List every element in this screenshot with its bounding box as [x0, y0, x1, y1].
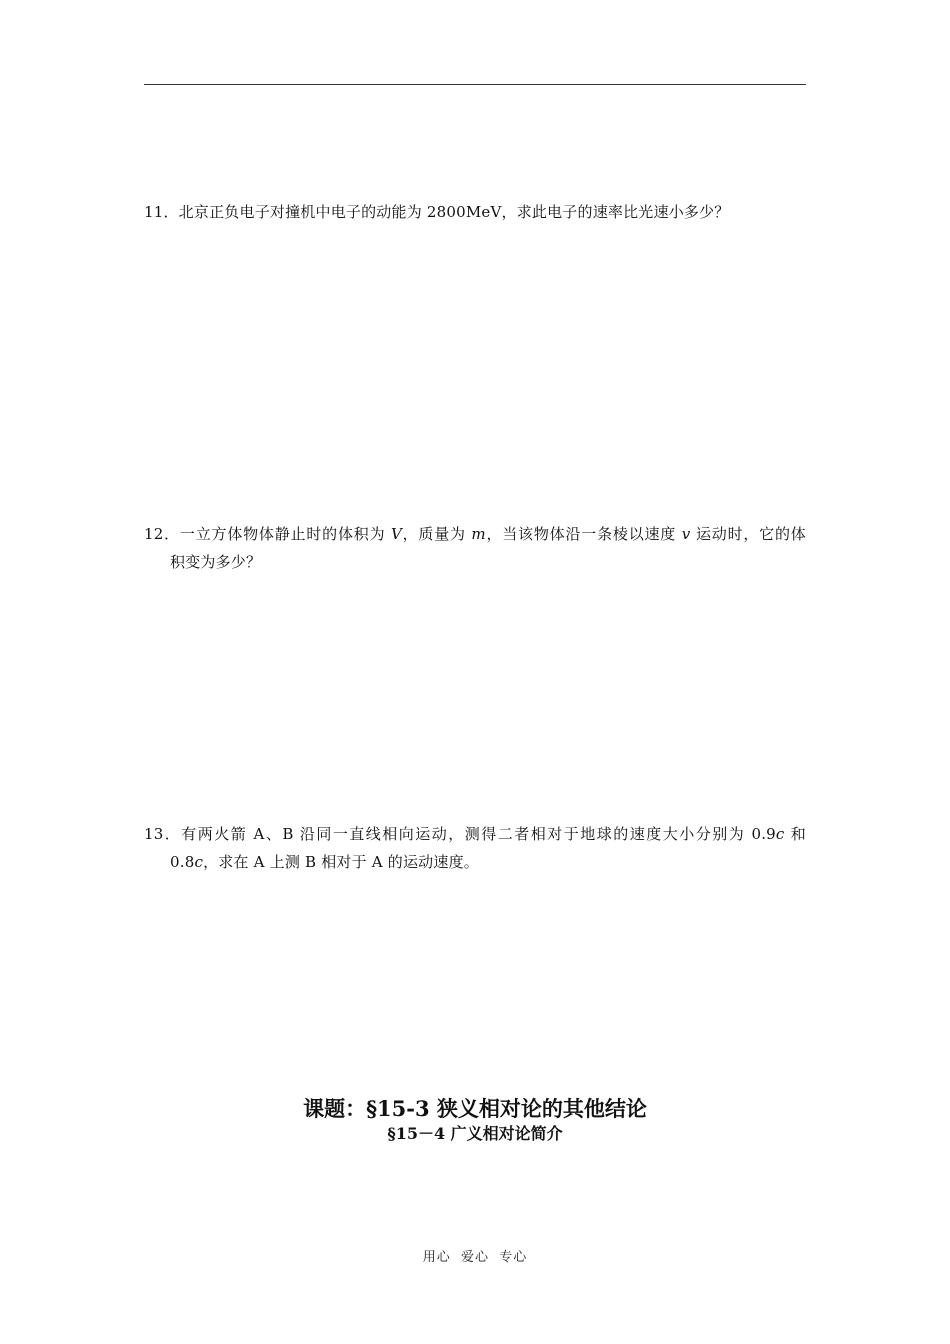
- question-13-text-c: 0.8: [170, 853, 195, 871]
- question-12-line-2: 积变为多少？: [170, 553, 262, 571]
- question-11-text: 11．北京正负电子对撞机中电子的动能为 2800MeV，求此电子的速率比光速小多少？: [144, 203, 730, 221]
- question-12-text-d: 运动时，它的体: [690, 525, 806, 543]
- lesson-subtitle: §15－4 广义相对论简介: [387, 1124, 563, 1143]
- page-footer: 用心 爱心 专心: [422, 1250, 528, 1265]
- question-12: [144, 520, 806, 576]
- variable-mass: m: [471, 525, 486, 543]
- question-13-line-2: [144, 848, 806, 876]
- question-13: [144, 820, 806, 876]
- variable-velocity: v: [681, 525, 691, 543]
- question-12-line-1: [144, 520, 806, 548]
- question-12-text-a: 12．一立方体物体静止时的体积为: [144, 525, 391, 543]
- variable-volume: V: [390, 525, 402, 543]
- question-12-text-c: ，当该物体沿一条棱以速度: [485, 525, 682, 543]
- question-13-text-a: 13．有两火箭 A、B 沿同一直线相向运动，测得二者相对于地球的速度大小分别为 0.9: [144, 825, 776, 843]
- header-rule: [144, 84, 806, 85]
- question-13-text-d: ，求在 A 上测 B 相对于 A 的运动速度。: [203, 853, 479, 871]
- question-13-line-1: [144, 820, 806, 848]
- variable-c: c: [194, 853, 204, 871]
- lesson-title: 课题：§15-3 狭义相对论的其他结论: [303, 1096, 647, 1121]
- question-11: [144, 198, 806, 226]
- question-12-text-b: ，质量为: [402, 525, 472, 543]
- variable-c: c: [775, 825, 785, 843]
- question-13-text-b: 和: [784, 825, 806, 843]
